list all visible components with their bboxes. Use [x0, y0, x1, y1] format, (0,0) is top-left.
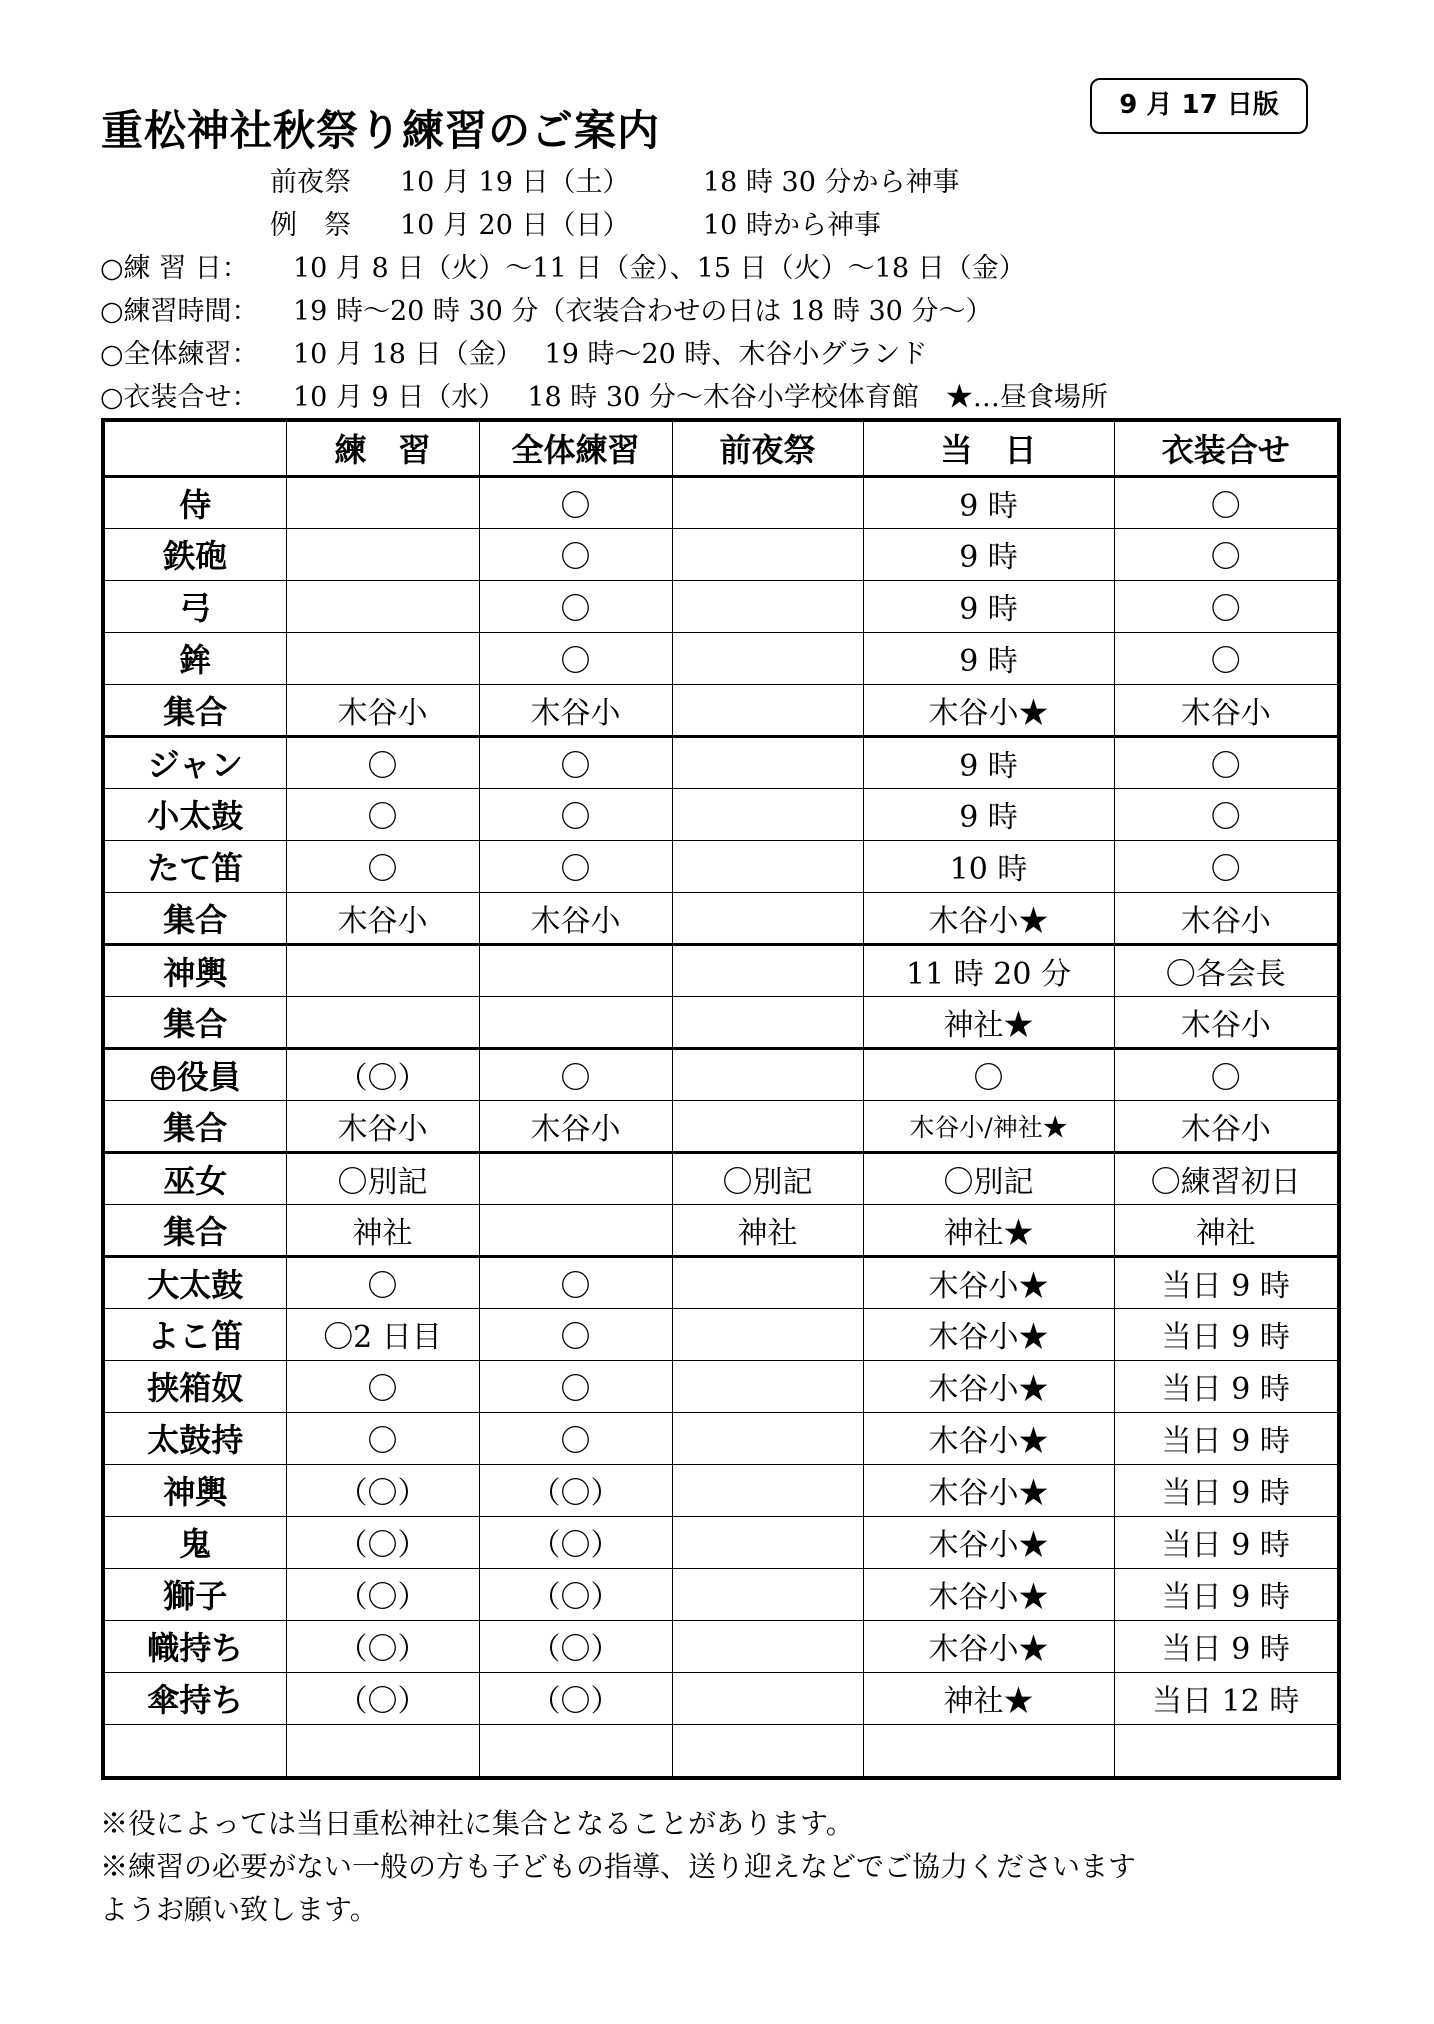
event-name: 例 祭 [270, 210, 351, 241]
table-row [103, 632, 1339, 684]
cell-costume-fitting: 〇 [1114, 840, 1339, 892]
cell-costume-fitting: 当日 9 時 [1114, 1620, 1339, 1672]
info-label: ○全体練習： [100, 339, 259, 370]
table-row [103, 1568, 1339, 1620]
cell-costume-fitting: 神社 [1114, 1204, 1339, 1256]
cell-festival-day: 木谷小★ [863, 1620, 1114, 1672]
cell-eve-festival [672, 476, 863, 528]
cell-full-rehearsal: 〇 [479, 1412, 672, 1464]
cell-costume-fitting: 当日 9 時 [1114, 1568, 1339, 1620]
cell-eve-festival [672, 1516, 863, 1568]
cell-full-rehearsal: 〇 [479, 580, 672, 632]
role-cell: 鬼 [103, 1516, 286, 1568]
cell-eve-festival [672, 1308, 863, 1360]
cell-festival-day: 神社★ [863, 996, 1114, 1048]
role-cell: 神輿 [103, 944, 286, 996]
header-row [103, 420, 1339, 476]
cell-full-rehearsal: 〇 [479, 1360, 672, 1412]
column-header-full-rehearsal: 全体練習 [479, 420, 672, 476]
cell-full-rehearsal: 〇 [479, 1048, 672, 1100]
cell-festival-day: 9 時 [863, 632, 1114, 684]
footnote: ※練習の必要がない一般の方も子どもの指導、送り迎えなどでご協力くださいます [100, 1850, 1137, 1883]
table-row [103, 1152, 1339, 1204]
role-label: 役員 [176, 1057, 241, 1096]
cell-festival-day: 9 時 [863, 528, 1114, 580]
page-title: 重松神社秋祭り練習のご案内 [101, 106, 661, 155]
cell-practice: 神社 [286, 1204, 479, 1256]
cell-eve-festival [672, 1412, 863, 1464]
cell-practice: （〇） [286, 1620, 479, 1672]
table-row [103, 1724, 1339, 1778]
info-costume-fitting [100, 375, 1108, 414]
role-cell: 弓 [103, 580, 286, 632]
table-row [103, 1412, 1339, 1464]
event-date: 10 月 20 日（日） [400, 210, 630, 241]
role-cell: たて笛 [103, 840, 286, 892]
cell-festival-day: 木谷小★ [863, 1412, 1114, 1464]
cell-practice [286, 528, 479, 580]
cell-festival-day: 9 時 [863, 580, 1114, 632]
cell-eve-festival: 神社 [672, 1204, 863, 1256]
cell-full-rehearsal: （〇） [479, 1568, 672, 1620]
cell-costume-fitting: 〇 [1114, 476, 1339, 528]
column-header-eve-festival: 前夜祭 [672, 420, 863, 476]
cell-full-rehearsal: 木谷小 [479, 684, 672, 736]
info-text: 10 月 8 日（火）～11 日（金）、15 日（火）～18 日（金） [293, 253, 1026, 284]
cell-practice: （〇） [286, 1516, 479, 1568]
table-row [103, 1048, 1339, 1100]
cell-eve-festival [672, 1672, 863, 1724]
cell-costume-fitting: 〇 [1114, 580, 1339, 632]
cell-costume-fitting: 〇 [1114, 528, 1339, 580]
table-row [103, 1256, 1339, 1308]
role-cell: 巫女 [103, 1152, 286, 1204]
cell-practice [286, 996, 479, 1048]
cell-costume-fitting: 当日 9 時 [1114, 1256, 1339, 1308]
event-date: 10 月 19 日（土） [400, 167, 630, 198]
cell-costume-fitting: 〇各会長 [1114, 944, 1339, 996]
table-row [103, 684, 1339, 736]
role-cell: 傘持ち [103, 1672, 286, 1724]
cell-costume-fitting: 〇 [1114, 1048, 1339, 1100]
table-row [103, 840, 1339, 892]
cell-practice [286, 580, 479, 632]
cell-festival-day [863, 1724, 1114, 1778]
cell-full-rehearsal: 〇 [479, 632, 672, 684]
cell-costume-fitting [1114, 1724, 1339, 1778]
cell-eve-festival [672, 1048, 863, 1100]
cell-eve-festival [672, 1568, 863, 1620]
column-header-role [103, 420, 286, 476]
cell-practice: 〇 [286, 788, 479, 840]
cell-eve-festival [672, 632, 863, 684]
column-header-practice: 練 習 [286, 420, 479, 476]
event-time: 18 時 30 分から神事 [703, 167, 960, 198]
role-cell [103, 1048, 286, 1100]
info-text: 19 時～20 時 30 分（衣装合わせの日は 18 時 30 分～） [293, 296, 993, 327]
role-cell: 小太鼓 [103, 788, 286, 840]
cell-festival-day: 木谷小★ [863, 1256, 1114, 1308]
table-row [103, 1672, 1339, 1724]
cell-full-rehearsal: 木谷小 [479, 1100, 672, 1152]
role-cell: 集合 [103, 1100, 286, 1152]
role-cell: 集合 [103, 1204, 286, 1256]
info-text: 10 月 18 日（金） 19 時～20 時、木谷小グランド [293, 339, 928, 370]
cell-eve-festival [672, 684, 863, 736]
cell-costume-fitting: 木谷小 [1114, 684, 1339, 736]
cell-festival-day: 木谷小★ [863, 1360, 1114, 1412]
cell-costume-fitting: 当日 9 時 [1114, 1412, 1339, 1464]
cell-costume-fitting: 木谷小 [1114, 892, 1339, 944]
cell-festival-day: 木谷小★ [863, 892, 1114, 944]
table-row [103, 580, 1339, 632]
cell-full-rehearsal: （〇） [479, 1516, 672, 1568]
role-cell: 幟持ち [103, 1620, 286, 1672]
cell-festival-day: 木谷小/神社★ [863, 1100, 1114, 1152]
cell-eve-festival [672, 996, 863, 1048]
role-cell: 侍 [103, 476, 286, 528]
cell-practice [286, 1724, 479, 1778]
table-row [103, 788, 1339, 840]
role-cell: 神輿 [103, 1464, 286, 1516]
cell-festival-day: 9 時 [863, 476, 1114, 528]
cell-festival-day: 11 時 20 分 [863, 944, 1114, 996]
cell-practice: 木谷小 [286, 1100, 479, 1152]
cell-practice [286, 476, 479, 528]
role-cell: 集合 [103, 996, 286, 1048]
table-row [103, 1464, 1339, 1516]
column-header-costume-fitting: 衣装合せ [1114, 420, 1339, 476]
cell-practice: 〇別記 [286, 1152, 479, 1204]
role-cell: 大太鼓 [103, 1256, 286, 1308]
table-row [103, 736, 1339, 788]
table-row [103, 944, 1339, 996]
role-cell: 鉄砲 [103, 528, 286, 580]
cell-full-rehearsal: 木谷小 [479, 892, 672, 944]
town-emblem-icon [150, 1065, 176, 1091]
cell-festival-day: 神社★ [863, 1204, 1114, 1256]
cell-full-rehearsal: 〇 [479, 840, 672, 892]
cell-practice: 〇 [286, 1360, 479, 1412]
cell-eve-festival [672, 1464, 863, 1516]
cell-full-rehearsal [479, 1724, 672, 1778]
cell-eve-festival [672, 736, 863, 788]
table-row [103, 1308, 1339, 1360]
cell-practice: （〇） [286, 1672, 479, 1724]
cell-practice: 〇 [286, 840, 479, 892]
table-row [103, 1620, 1339, 1672]
cell-eve-festival [672, 944, 863, 996]
cell-full-rehearsal [479, 944, 672, 996]
cell-costume-fitting: 当日 9 時 [1114, 1516, 1339, 1568]
info-label: ○衣装合せ： [100, 382, 259, 413]
cell-costume-fitting: 当日 9 時 [1114, 1308, 1339, 1360]
cell-costume-fitting: 〇 [1114, 788, 1339, 840]
table-row [103, 996, 1339, 1048]
cell-practice: 〇 [286, 1256, 479, 1308]
schedule-table [101, 418, 1341, 1780]
cell-costume-fitting: 当日 9 時 [1114, 1360, 1339, 1412]
info-practice-time [100, 289, 992, 328]
cell-full-rehearsal [479, 1152, 672, 1204]
cell-costume-fitting: 当日 12 時 [1114, 1672, 1339, 1724]
cell-full-rehearsal [479, 1204, 672, 1256]
cell-festival-day: 〇別記 [863, 1152, 1114, 1204]
cell-costume-fitting: 〇練習初日 [1114, 1152, 1339, 1204]
cell-festival-day: 木谷小★ [863, 1516, 1114, 1568]
column-header-festival-day: 当 日 [863, 420, 1114, 476]
cell-full-rehearsal: 〇 [479, 736, 672, 788]
cell-full-rehearsal: （〇） [479, 1464, 672, 1516]
cell-eve-festival [672, 1620, 863, 1672]
cell-eve-festival [672, 1256, 863, 1308]
cell-eve-festival: 〇別記 [672, 1152, 863, 1204]
role-cell [103, 1724, 286, 1778]
cell-full-rehearsal: 〇 [479, 476, 672, 528]
cell-costume-fitting: 〇 [1114, 632, 1339, 684]
cell-practice [286, 632, 479, 684]
version-badge: 9 月 17 日版 [1090, 78, 1308, 134]
cell-costume-fitting: 〇 [1114, 736, 1339, 788]
event-name: 前夜祭 [270, 167, 351, 198]
role-cell: ジャン [103, 736, 286, 788]
role-cell: よこ笛 [103, 1308, 286, 1360]
role-cell: 太鼓持 [103, 1412, 286, 1464]
cell-festival-day: 木谷小★ [863, 684, 1114, 736]
event-line-eve [270, 160, 959, 199]
table-row [103, 476, 1339, 528]
cell-eve-festival [672, 840, 863, 892]
cell-full-rehearsal: （〇） [479, 1672, 672, 1724]
cell-eve-festival [672, 892, 863, 944]
info-practice-days [100, 246, 1026, 285]
role-cell: 集合 [103, 892, 286, 944]
cell-eve-festival [672, 788, 863, 840]
cell-practice: 〇 [286, 736, 479, 788]
cell-practice [286, 944, 479, 996]
cell-full-rehearsal: 〇 [479, 788, 672, 840]
table-row [103, 1204, 1339, 1256]
event-time: 10 時から神事 [703, 210, 881, 241]
cell-festival-day: 木谷小★ [863, 1464, 1114, 1516]
event-line-main [270, 203, 881, 242]
cell-practice: 木谷小 [286, 684, 479, 736]
cell-festival-day: 9 時 [863, 736, 1114, 788]
cell-eve-festival [672, 580, 863, 632]
cell-eve-festival [672, 528, 863, 580]
cell-practice: 〇2 日目 [286, 1308, 479, 1360]
cell-full-rehearsal: （〇） [479, 1620, 672, 1672]
cell-eve-festival [672, 1724, 863, 1778]
table-row [103, 1100, 1339, 1152]
cell-festival-day: 10 時 [863, 840, 1114, 892]
cell-costume-fitting: 当日 9 時 [1114, 1464, 1339, 1516]
footnote: ようお願い致します。 [100, 1893, 378, 1926]
role-cell: 鉾 [103, 632, 286, 684]
cell-festival-day: 木谷小★ [863, 1308, 1114, 1360]
cell-costume-fitting: 木谷小 [1114, 996, 1339, 1048]
cell-eve-festival [672, 1100, 863, 1152]
table-row [103, 1360, 1339, 1412]
cell-festival-day: 9 時 [863, 788, 1114, 840]
table-row [103, 1516, 1339, 1568]
cell-practice: 木谷小 [286, 892, 479, 944]
info-full-rehearsal [100, 332, 927, 371]
footnote: ※役によっては当日重松神社に集合となることがあります。 [100, 1807, 854, 1840]
cell-full-rehearsal [479, 996, 672, 1048]
role-cell: 獅子 [103, 1568, 286, 1620]
role-cell: 挟箱奴 [103, 1360, 286, 1412]
cell-full-rehearsal: 〇 [479, 1308, 672, 1360]
cell-costume-fitting: 木谷小 [1114, 1100, 1339, 1152]
info-label: ○練 習 日： [100, 253, 249, 284]
cell-practice: （〇） [286, 1568, 479, 1620]
info-label: ○練習時間： [100, 296, 259, 327]
cell-practice: 〇 [286, 1412, 479, 1464]
info-text: 10 月 9 日（水） 18 時 30 分～木谷小学校体育館 ★…昼食場所 [293, 382, 1108, 413]
cell-full-rehearsal: 〇 [479, 1256, 672, 1308]
table-row [103, 892, 1339, 944]
table-row [103, 528, 1339, 580]
cell-festival-day: 神社★ [863, 1672, 1114, 1724]
cell-festival-day: 〇 [863, 1048, 1114, 1100]
cell-practice: （〇） [286, 1464, 479, 1516]
cell-full-rehearsal: 〇 [479, 528, 672, 580]
cell-eve-festival [672, 1360, 863, 1412]
role-cell: 集合 [103, 684, 286, 736]
cell-festival-day: 木谷小★ [863, 1568, 1114, 1620]
cell-practice: （〇） [286, 1048, 479, 1100]
